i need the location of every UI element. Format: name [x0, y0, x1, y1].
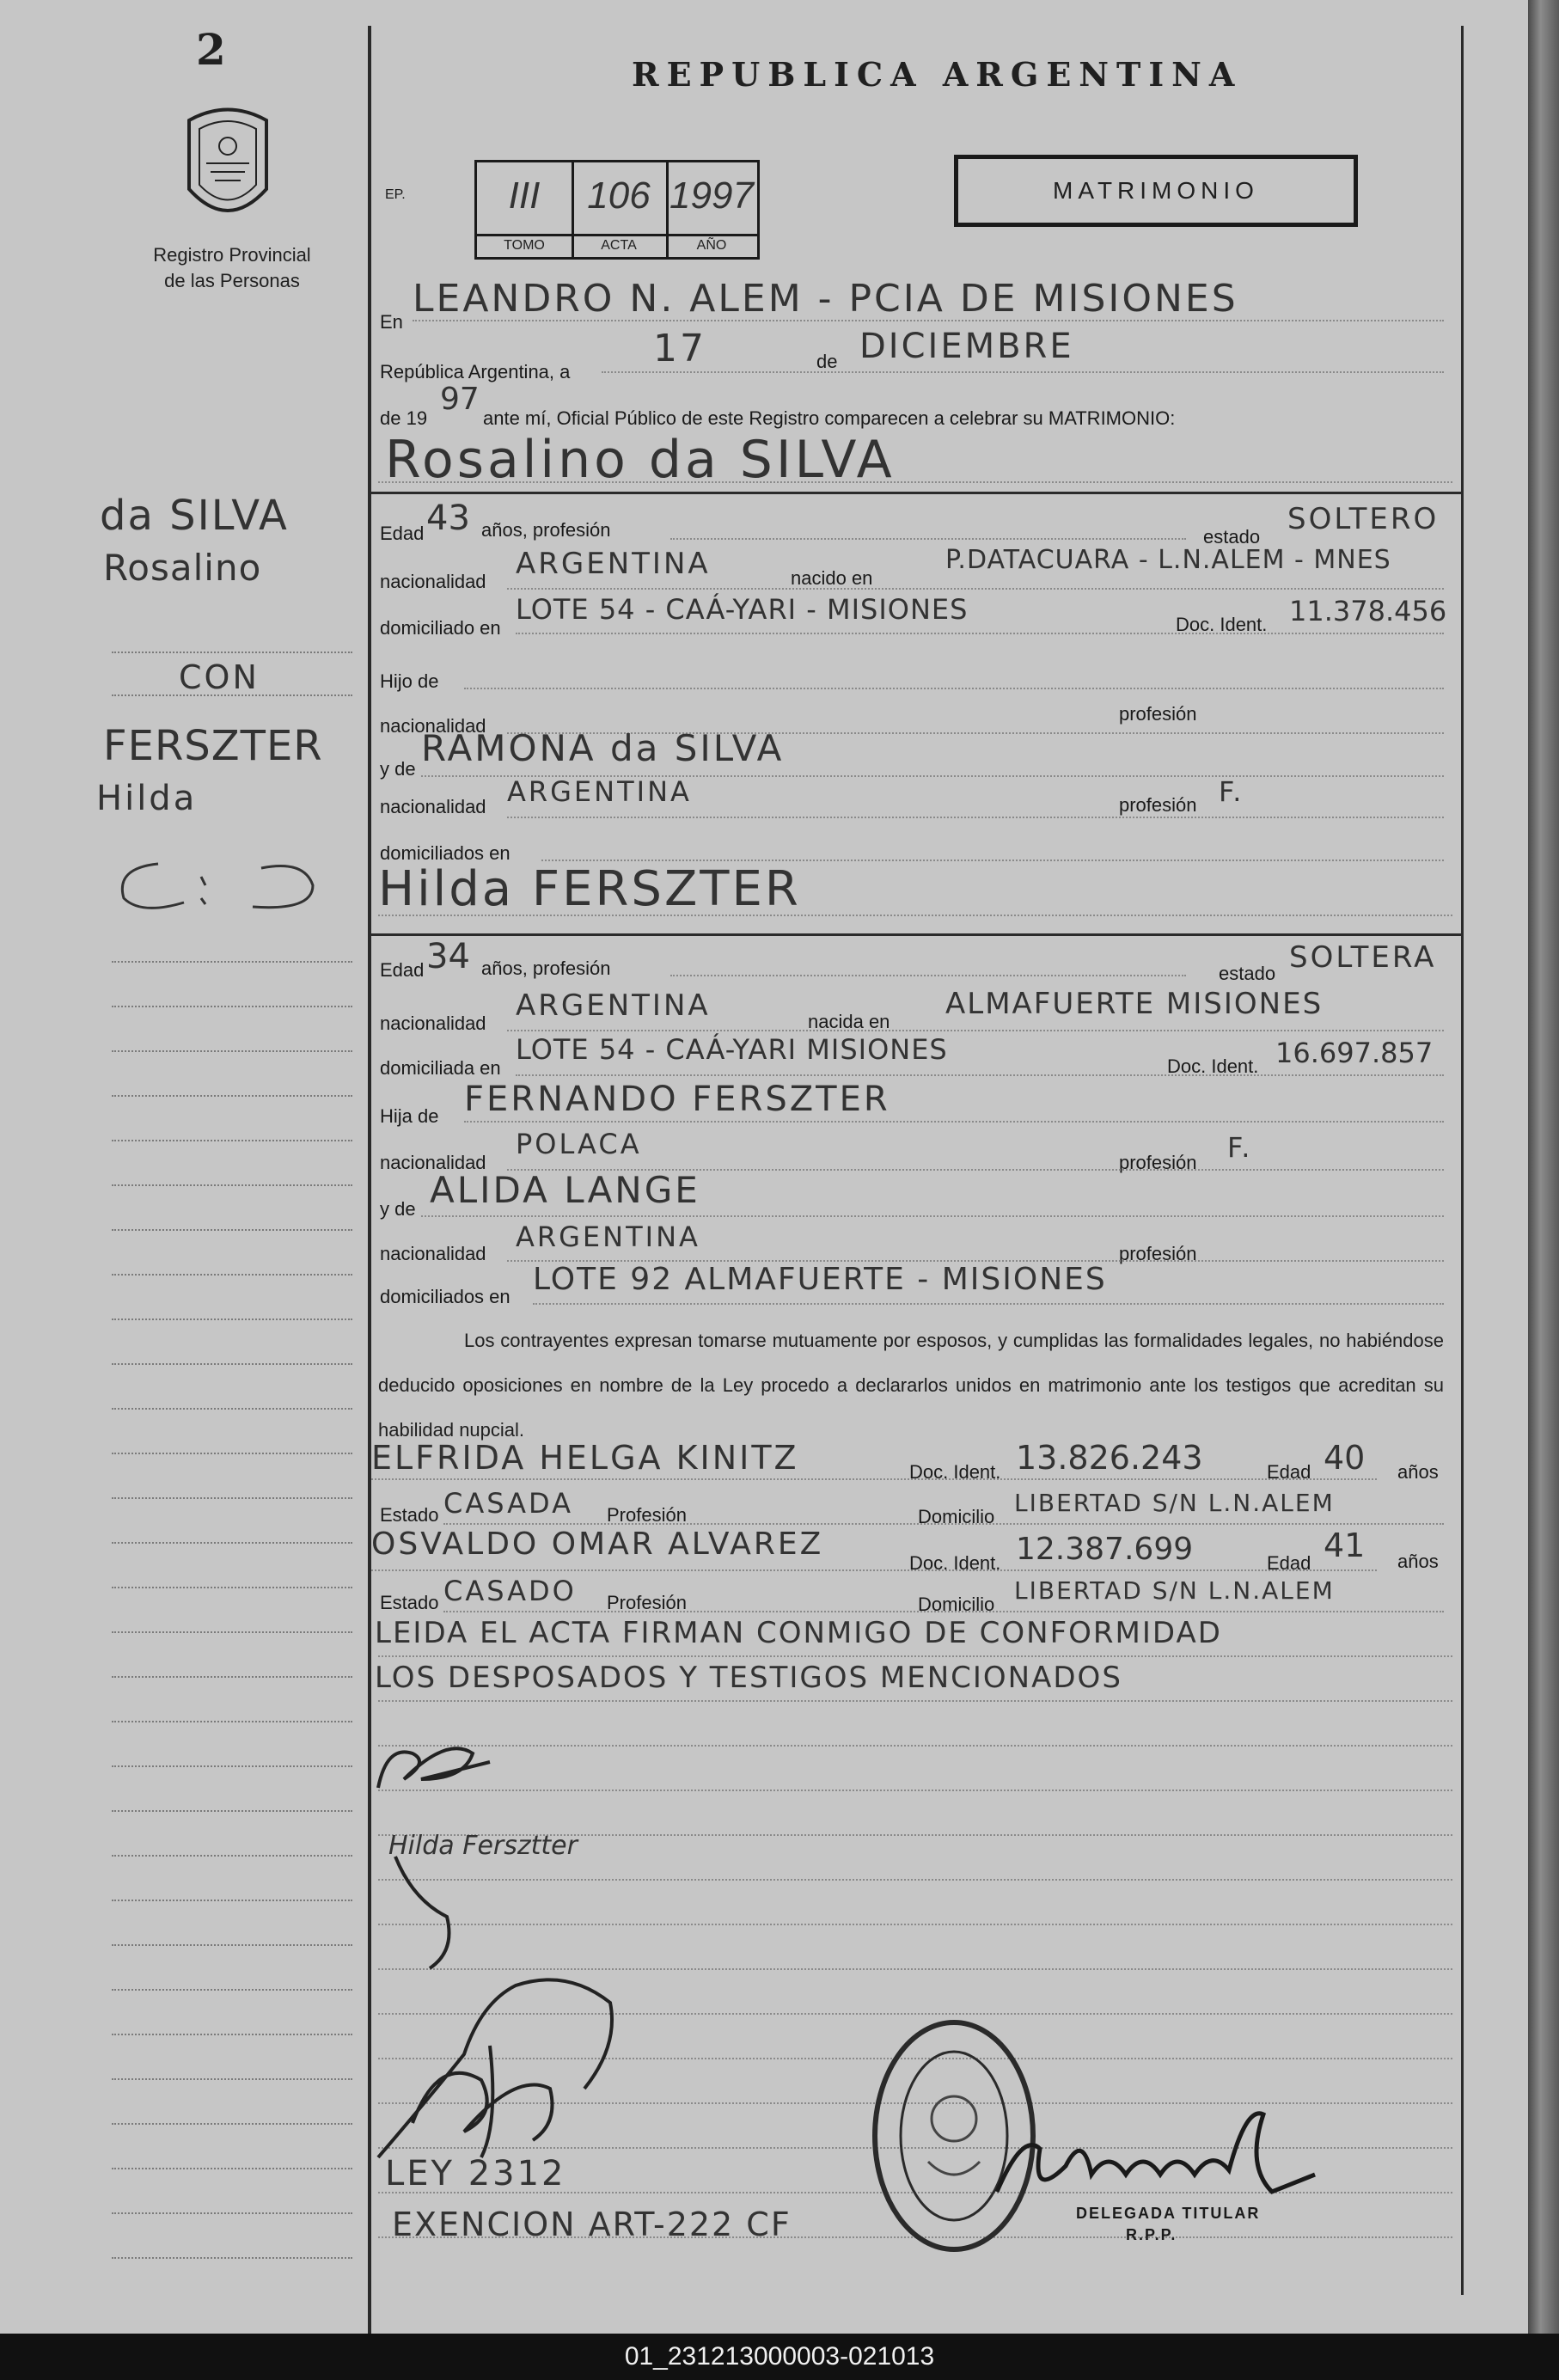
acta-value: 106 — [587, 174, 651, 217]
margin-bride-surname: FERSZTER — [103, 722, 323, 770]
witness2-domicile: LIBERTAD S/N L.N.ALEM — [1014, 1576, 1335, 1605]
ep-label: EP. — [385, 187, 406, 202]
declaration-text: Los contrayentes expresan tomarse mutuamente por esposos, y cumplidas las formalidades legales, no habiéndose deducido oposiciones en nombre de la Ley procedo a declararlos unidos en matrimonio ante los testigos que acreditan su habilidad nupcial. — [378, 1330, 1444, 1441]
witness2-age: 41 — [1324, 1527, 1366, 1564]
groom-age: 43 — [426, 499, 470, 538]
bride-parents-domicile: LOTE 92 ALMAFUERTE - MISIONES — [533, 1262, 1107, 1297]
book-spine — [1528, 0, 1559, 2334]
bride-domicile: LOTE 54 - CAÁ-YARI MISIONES — [516, 1033, 948, 1066]
witness2-estado: CASADO — [443, 1575, 577, 1607]
margin-groom-given: Rosalino — [103, 547, 262, 589]
bride-age: 34 — [426, 937, 470, 976]
day-value: 17 — [653, 327, 706, 370]
groom-birthplace: P.DATACUARA - L.N.ALEM - MNES — [945, 545, 1391, 575]
anio-value: 1997 — [669, 174, 754, 217]
bride-estado: SOLTERA — [1289, 940, 1437, 975]
place-value: LEANDRO N. ALEM - PCIA DE MISIONES — [413, 277, 1238, 321]
bride-doc: 16.697.857 — [1275, 1037, 1434, 1069]
witness2-name: OSVALDO OMAR ALVAREZ — [371, 1527, 824, 1562]
bride-father-nationality: POLACA — [516, 1128, 642, 1160]
groom-mother-profession: F. — [1219, 775, 1244, 808]
country-heading: REPUBLICA ARGENTINA — [632, 55, 1243, 94]
groom-signature — [370, 1728, 498, 1805]
witness1-doc: 13.826.243 — [1016, 1439, 1203, 1477]
witness-signature — [361, 1951, 636, 2175]
document-page: 2 REPUBLICA ARGENTINA Registro Provincial de las Personas EP. III TOMO 106 ACTA 1997 AÑO MATRIMONIO En LEANDRO N. ALEM - PCIA DE MISIONES República Argentina, a 17 de DICIEMBRE de 19 97 ante mí, Oficial Público de este Registro comparecen a celebrar su MATRIMONIO: Rosalino da SILVA Edad 43 años, profesión estado SOLTERO nacionalidad ARGENTINA nacido en P.DATACUARA - L.N.ALEM - MNES domiciliado en LOTE 54 - CAÁ-YARI - MISIONES Doc. Ident. 11.378.456 Hijo de nacionalidad profesión y de RAMONA da SILVA nacionalidad ARGENTINA profesión F. domiciliados en Hilda FERSZTER Edad 34 años, profesión estado SOLTERA nacionalidad ARGENTINA nacida en ALMAFUERTE MISIONES domiciliada en LOTE 54 - CAÁ-YARI MISIONES Doc. Ident. 16.697.857 Hija de FERNANDO FERSZTER nacionalidad POLACA profesión F. y de ALIDA LANGE nacionalidad ARGENTINA profesión domiciliados en LOTE 92 ALMAFUERTE - MISIONES Los contrayentes expresan tomarse mutuamente por esposos, y cumplidas las formalidades legales, no habiéndose deducido oposiciones en nombre de la Ley procedo a declararlos unidos en matrimonio ante los testigos que acreditan su habilidad nupcial. ELFRIDA HELGA KINITZ Doc. Ident. 13.826.243 Edad 40 años Estado CASADA Profesión Domicilio LIBERTAD S/N L.N.ALEM OSVALDO OMAR ALVAREZ Doc. Ident. 12.387.699 Edad 41 años Estado CASADO Profesión Domicilio LIBERTAD S/N L.N.ALEM LEIDA EL ACTA FIRMAN CONMIGO DE CONFORMIDAD LOS DESPOSADOS Y TESTIGOS MENCIONADOS Hilda Fersztter DELEGADA TITULAR R.P.P. LEY 2312 EXENCION ART-222 CF da SILVA Rosalino CON FERSZTER Hilda — [0, 0, 1528, 2334]
bride-mother: ALIDA LANGE — [430, 1169, 700, 1211]
tomo-value: III — [508, 174, 541, 217]
closing-line-2: LOS DESPOSADOS Y TESTIGOS MENCIONADOS — [375, 1661, 1122, 1695]
anio-label: AÑO — [666, 234, 757, 254]
delegate-office: R.P.P. — [1126, 2226, 1177, 2243]
bride-nationality: ARGENTINA — [516, 988, 711, 1023]
margin-groom-surname: da SILVA — [100, 492, 289, 540]
month-value: DICIEMBRE — [859, 327, 1074, 366]
image-id-footer: 01_231213000003-021013 — [0, 2334, 1559, 2380]
year-suffix: 97 — [440, 382, 480, 417]
closing-line-1: LEIDA EL ACTA FIRMAN CONMIGO DE CONFORMIDAD — [375, 1616, 1222, 1650]
witness1-estado: CASADA — [443, 1487, 573, 1520]
groom-nationality: ARGENTINA — [516, 547, 711, 581]
bride-name: Hilda FERSZTER — [378, 861, 801, 917]
page-number: 2 — [196, 24, 226, 75]
bride-mother-nationality: ARGENTINA — [516, 1221, 700, 1253]
margin-initials — [107, 851, 339, 920]
bride-father-profession: F. — [1227, 1131, 1253, 1164]
registry-name: Registro Provincial de las Personas — [153, 244, 311, 291]
registration-box — [474, 160, 760, 260]
groom-doc: 11.378.456 — [1289, 595, 1447, 627]
margin-bride-given: Hilda — [96, 779, 198, 818]
law-line-2: EXENCION ART-222 CF — [392, 2206, 792, 2243]
witness2-doc: 12.387.699 — [1016, 1532, 1194, 1567]
right-border — [1461, 26, 1464, 2295]
margin-con: CON — [179, 658, 260, 696]
delegate-title: DELEGADA TITULAR — [1076, 2205, 1261, 2222]
witness1-age: 40 — [1324, 1439, 1366, 1477]
tomo-label: TOMO — [477, 234, 572, 254]
witness1-domicile: LIBERTAD S/N L.N.ALEM — [1014, 1489, 1335, 1517]
groom-mother: RAMONA da SILVA — [421, 727, 785, 769]
witness1-name: ELFRIDA HELGA KINITZ — [371, 1439, 799, 1477]
bride-father: FERNANDO FERSZTER — [464, 1080, 890, 1119]
bride-birthplace: ALMAFUERTE MISIONES — [945, 987, 1324, 1021]
groom-name: Rosalino da SILVA — [385, 430, 896, 490]
law-line-1: LEY 2312 — [385, 2154, 566, 2193]
groom-domicile: LOTE 54 - CAÁ-YARI - MISIONES — [516, 593, 969, 626]
provincial-seal-icon — [180, 103, 275, 232]
groom-estado: SOLTERO — [1287, 502, 1440, 536]
acta-label: ACTA — [572, 234, 666, 254]
groom-mother-nationality: ARGENTINA — [507, 775, 692, 808]
act-type-box: MATRIMONIO — [954, 155, 1358, 227]
bride-signature: Hilda Fersztter — [388, 1831, 578, 1861]
